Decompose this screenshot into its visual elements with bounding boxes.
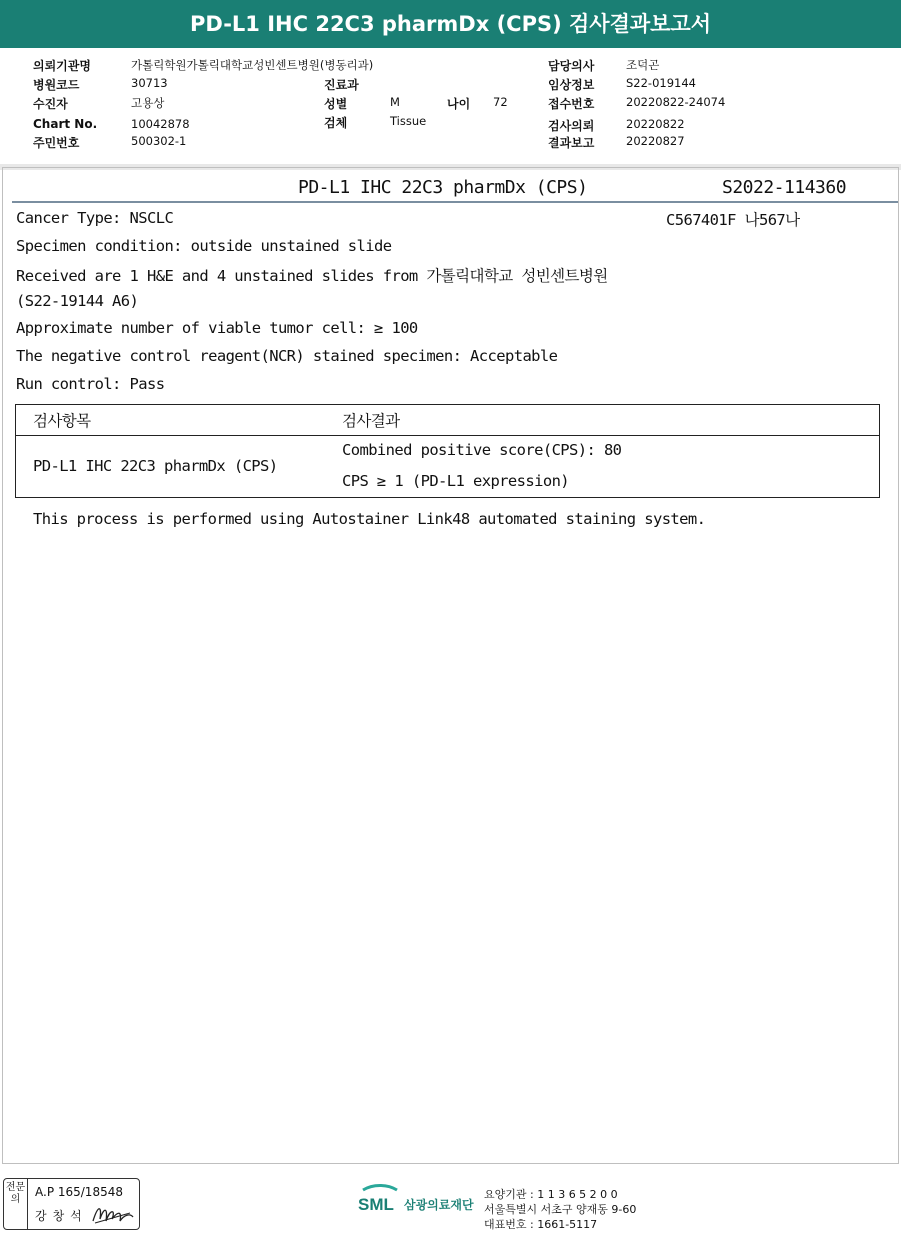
patient-label: 수진자 (33, 97, 68, 111)
slide-id-line: (S22-19144 A6) (16, 292, 139, 310)
hospital-code-label: 병원코드 (33, 78, 80, 92)
receipt-label: 접수번호 (548, 97, 595, 111)
request-value: 20220822 (626, 117, 685, 131)
ncr-line: The negative control reagent(NCR) stained specimen: Acceptable (16, 347, 558, 365)
sex-label: 성별 (324, 97, 348, 111)
clinical-label: 임상정보 (548, 78, 595, 92)
title-rule (12, 201, 898, 203)
chart-label: Chart No. (33, 117, 98, 131)
case-id: C567401F 나567나 (666, 211, 800, 229)
svg-text:SML: SML (358, 1195, 394, 1214)
clinical-value: S22-019144 (626, 76, 696, 90)
address: 서울특별시 서초구 양재동 9-60 (484, 1203, 637, 1216)
tumor-cell-line: Approximate number of viable tumor cell: ≥ 100 (16, 319, 418, 337)
request-label: 검사의뢰 (548, 119, 595, 133)
specimen-value: Tissue (390, 114, 427, 128)
cps-score: Combined positive score(CPS): 80 (342, 441, 622, 459)
sml-logo-icon (357, 1184, 401, 1218)
run-control-line: Run control: Pass (16, 375, 165, 393)
receipt-value: 20220822-24074 (626, 95, 726, 109)
specimen-condition-line: Specimen condition: outside unstained slide (16, 237, 392, 255)
col-header-item: 검사항목 (33, 412, 91, 430)
signature-icon (90, 1201, 136, 1227)
institution-label: 의뢰기관명 (33, 59, 91, 73)
specimen-label: 검체 (324, 116, 348, 130)
report-frame (2, 167, 899, 1164)
table-header-divider (16, 435, 879, 436)
report-title: PD-L1 IHC 22C3 pharmDx (CPS) 검사결과보고서 (0, 0, 901, 48)
received-line: Received are 1 H&E and 4 unstained slides from 가톨릭대학교 성빈센트병원 (16, 267, 608, 285)
phone-number: 대표번호 : 1661-5117 (484, 1218, 598, 1231)
stamp-side-label: 전문의 (4, 1179, 28, 1229)
col-header-result: 검사결과 (342, 412, 400, 430)
resident-value: 500302-1 (131, 134, 187, 148)
doctor-label: 담당의사 (548, 59, 595, 73)
test-item: PD-L1 IHC 22C3 pharmDx (CPS) (33, 457, 278, 475)
pathologist-stamp (3, 1178, 140, 1230)
report-date-label: 결과보고 (548, 136, 595, 150)
age-value: 72 (493, 95, 508, 109)
age-label: 나이 (447, 97, 471, 111)
institution-number: 요양기관 : 1 1 3 6 5 2 0 0 (484, 1188, 618, 1201)
foundation-name: 삼광의료재단 (404, 1198, 474, 1212)
resident-label: 주민번호 (33, 136, 80, 150)
stamp-license: A.P 165/18548 (35, 1185, 123, 1199)
sex-value: M (390, 95, 400, 109)
chart-value: 10042878 (131, 117, 190, 131)
patient-value: 고용상 (131, 96, 165, 110)
footer (0, 1165, 901, 1243)
test-title: PD-L1 IHC 22C3 pharmDx (CPS) (298, 177, 588, 198)
patient-header (0, 48, 901, 164)
department-label: 진료과 (324, 78, 359, 92)
cancer-type-line: Cancer Type: NSCLC (16, 209, 174, 227)
report-date-value: 20220827 (626, 134, 685, 148)
institution-value: 가톨릭학원가톨릭대학교성빈센트병원(병동리과) (131, 58, 374, 72)
report-code: S2022-114360 (722, 177, 847, 198)
stamp-name: 강창석 (35, 1209, 88, 1223)
doctor-value: 조덕곤 (626, 58, 660, 72)
result-table (15, 404, 880, 498)
hospital-code-value: 30713 (131, 76, 168, 90)
cps-interpretation: CPS ≥ 1 (PD-L1 expression) (342, 472, 570, 490)
method-note: This process is performed using Autostainer Link48 automated staining system. (33, 510, 706, 528)
